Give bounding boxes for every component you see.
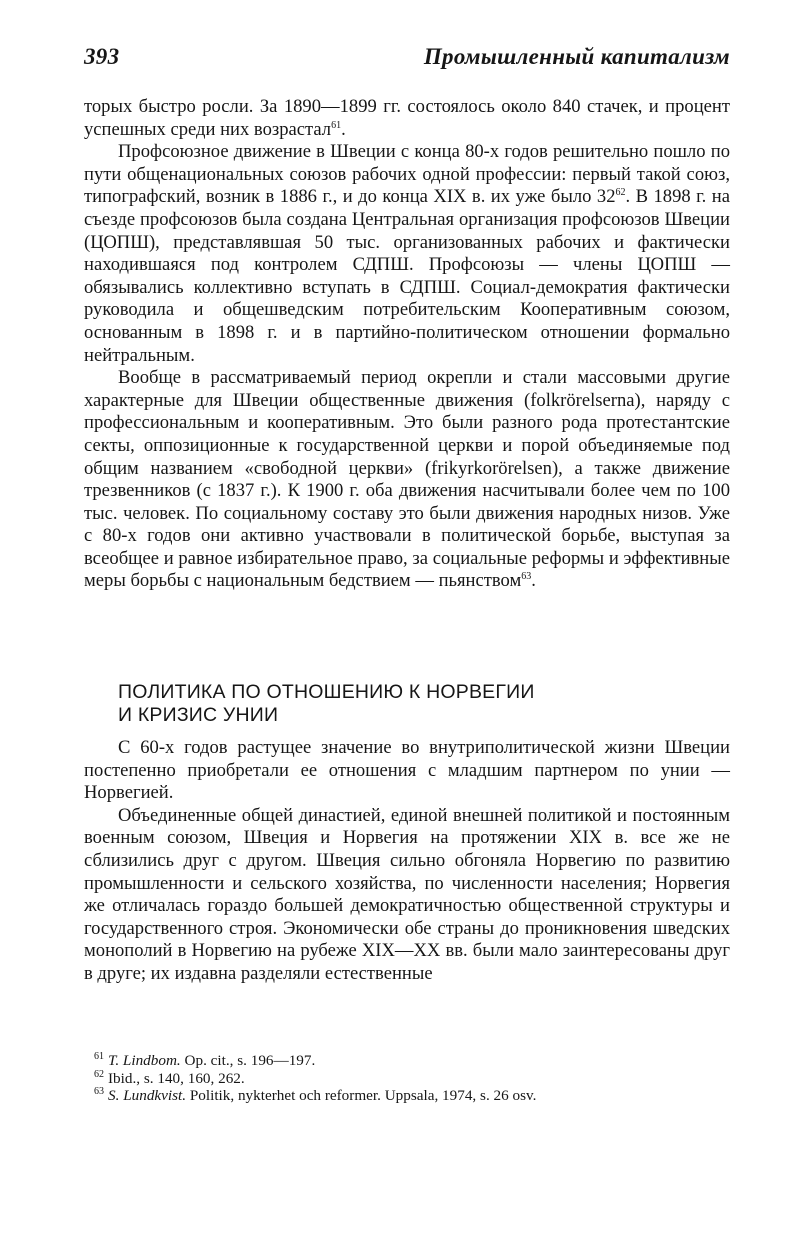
footnote-author: T. Lindbom. [108,1052,181,1069]
running-title: Промышленный капитализм [423,44,730,69]
footnote-63 [94,1087,730,1105]
section-heading-line-2: И КРИЗИС УНИИ [118,704,279,726]
main-text-bottom [84,737,730,986]
footnote-ref-61[interactable]: 61 [331,119,342,131]
footnote-text: Op. cit., s. 196—197. [180,1052,316,1069]
footnote-number: 61 [94,1050,104,1062]
main-text-top [84,96,730,593]
paragraph-text: торых быстро росли. За 1890—1899 гг. состоялось около 840 стачек, и процент успешных среди них возрастал [84,96,730,140]
paragraph-2 [84,141,730,367]
paragraph-text-continued: . В 1898 г. на съезде профсоюзов была создана Центральная организация профсоюзов Швеции (ЦОПШ), представлявшая 50 тыс. организованных рабочих и фактически находившаяся под контролем СДПШ. Профсоюзы — члены ЦОПШ — обязывались коллективно вступать в СДПШ. Социал-демократия фактически руководила и общешведским потребительским Кооперативным союзом, основанным в 1898 г. и в партийно-политическом отношении формально нейтральным. [84,186,730,366]
paragraph-text: Профсоюзное движение в Швеции с конца 80-х годов решительно пошло по пути общенациональных союзов рабочих одной профессии: первый такой союз, типографский, возник в 1886 г., и до конца XIX в. их уже было 32 [84,141,730,208]
footnote-text: Politik, nykterhet och reformer. Uppsala, 1974, s. 26 osv. [186,1087,537,1105]
section-heading [118,681,678,727]
footnote-61 [94,1052,730,1070]
paragraph-text: Вообще в рассматриваемый период окрепли и стали массовыми другие характерные для Швеции общественные движения (folkrörelserna), наряду с профессиональным и кооперативным. Это были разного рода протестантские секты, оппозиционные к государственной церкви и порой объединяемые под общим названием «свободной церкви» (frikyrkorörelsen), а также движение трезвенников (с 1837 г.). К 1900 г. оба движения насчитывали более чем по 100 тыс. человек. По социальному составу это были движения народных низов. Уже с 80-х годов они активно участвовали в политической борьбе, выступая за всеобщее и равное избирательное право, за социальные реформы и эффективные меры борьбы с национальным бедствием — пьянством [84,367,730,592]
footnote-ref-62[interactable]: 62 [615,187,626,199]
section-heading-line-1: ПОЛИТИКА ПО ОТНОШЕНИЮ К НОРВЕГИИ [118,681,535,703]
page-number: 393 [84,44,120,69]
footnote-number: 62 [94,1068,104,1080]
paragraph-5: Объединенные общей династией, единой внешней политикой и постоянным военным союзом, Швеция и Норвегия на протяжении XIX в. все же не сблизились друг с другом. Швеция сильно обгоняла Норвегию по развитию промышленности и сельского хозяйства, по численности населения; Норвегия же отличалась гораздо большей демократичностью общественной структуры и государственного строя. Экономически обе страны до проникновения шведских монополий в Норвегию на рубеже XIX—XX вв. были мало заинтересованы друг в друге; их издавна разделяли естественные [84,804,730,984]
paragraph-1: торых быстро росли. За 1890—1899 гг. состоялось около 840 стачек, и процент успешных среди них возрастал$^{61}$. [84,96,730,140]
footnote-ref-63[interactable]: 63 [521,571,532,583]
footnote-62 [94,1070,730,1088]
paragraph-3: Вообще в рассматриваемый период окрепли и стали массовыми другие характерные для Швеции общественные движения (folkrörelserna), наряду с профессиональным и кооперативным. Это были разного рода протестантские секты, оппозиционные к государственной церкви и порой объединяемые под общим названием «свободной церкви» (frikyrkorörelsen), а также движение трезвенников (с 1837 г.). К 1900 г. оба движения насчитывали более чем по 100 тыс. человек. По социальному составу это были движения народных низов. Уже с 80-х годов они активно участвовали в политической борьбе, выступая за всеобщее и равное избирательное право, за социальные реформы и эффективные меры борьбы с национальным бедствием — пьянством$^{63}$. [84,367,730,592]
footnote-text: Ibid., s. 140, 160, 262. [108,1069,245,1087]
footnote-number: 63 [94,1086,104,1098]
running-header [84,44,730,70]
footnotes [94,1052,730,1105]
footnote-author: S. Lundkvist. [108,1087,187,1105]
paragraph-4: С 60-х годов растущее значение во внутриполитической жизни Швеции постепенно приобретали ее отношения с младшим партнером по унии — Норвегией. [84,737,730,804]
